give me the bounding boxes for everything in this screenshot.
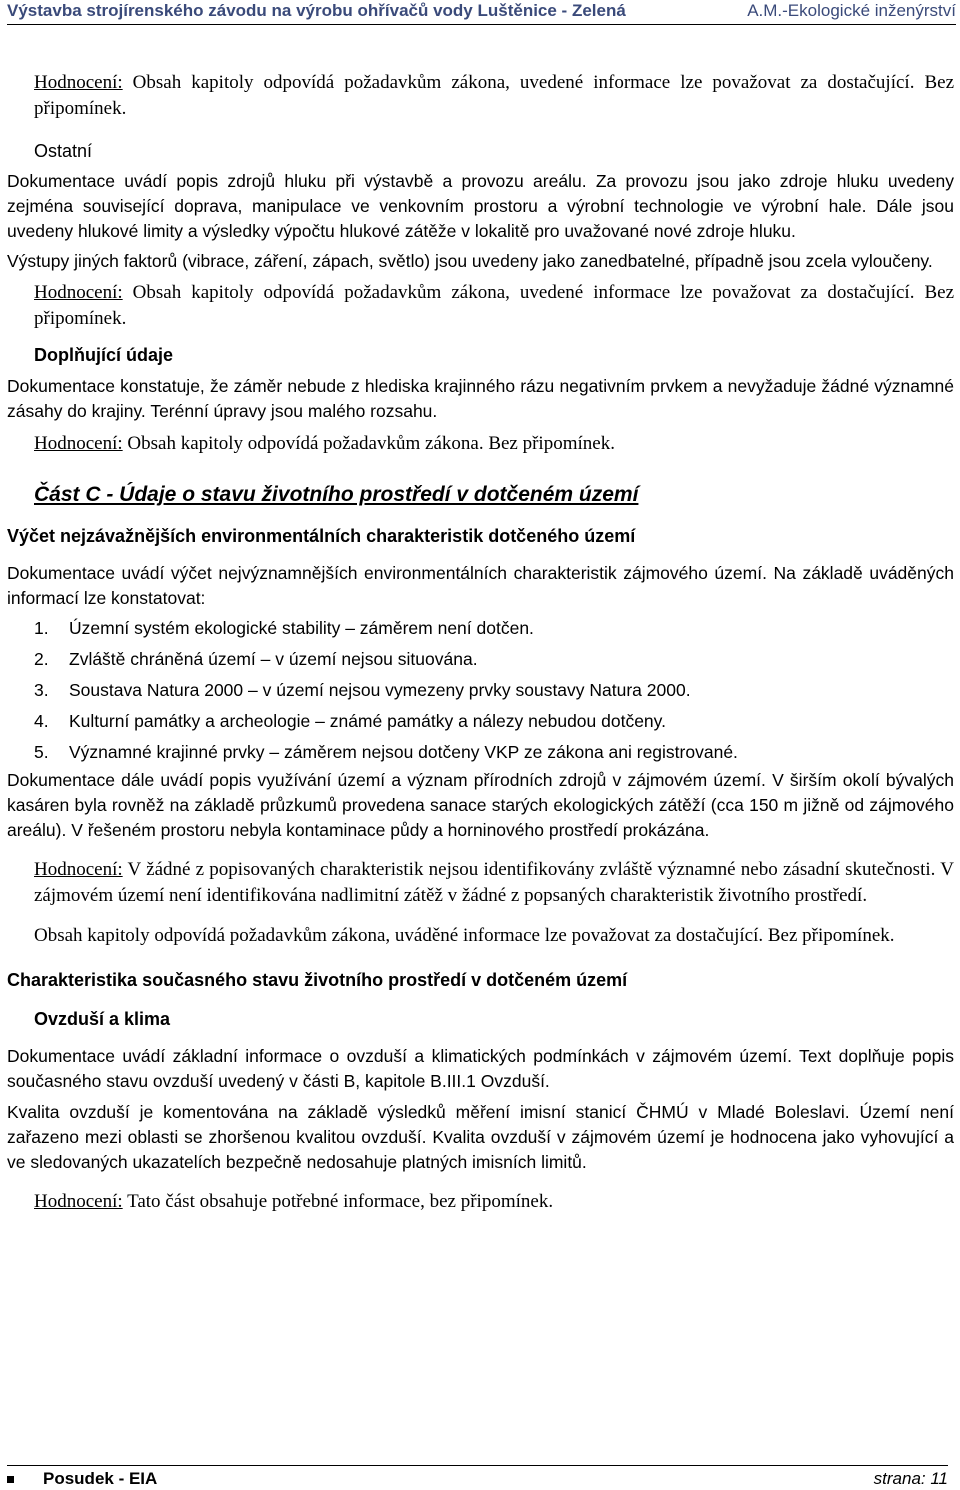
paragraph-intro: Dokumentace uvádí výčet nejvýznamnějších environmentálních charakteristik zájmového území. Na základě uváděných informací lze konstatovat: [7, 563, 954, 608]
paragraph-other-factors: Výstupy jiných faktorů (vibrace, záření, zápach, světlo) jsou uvedeny jako zanedbatelné, případně jsou zcela vyloučeny. [7, 251, 933, 271]
paragraph-air-info: Dokumentace uvádí základní informace o ovzduší a klimatických podmínkách v zájmovém území. Text doplňuje popis současného stavu ovzduší uvedený v části B, kapitole B.III.1 Ovzduší. [7, 1046, 954, 1091]
subheading-environmental-list: Výčet nejzávažnějších environmentálních charakteristik dotčeného území [7, 526, 636, 546]
list-item [7, 644, 954, 675]
footer-document-name: Posudek - EIA [43, 1469, 158, 1488]
paragraph-landscape: Dokumentace konstatuje, že záměr nebude z hlediska krajinného rázu negativním prvkem a nevyžaduje žádné významné zásahy do krajiny. Terénní úpravy jsou malého rozsahu. [7, 376, 954, 421]
list-item-text: Územní systém ekologické stability – záměrem není dotčen. [69, 618, 534, 638]
list-item [7, 613, 954, 644]
evaluation-text: Obsah kapitoly odpovídá požadavkům zákona. Bez připomínek. [122, 433, 615, 454]
page-header [7, 0, 956, 25]
evaluation-text: Obsah kapitoly odpovídá požadavkům zákona, uvedené informace lze považovat za dostačující. Bez připomínek. [34, 72, 954, 119]
page-footer [7, 1465, 948, 1490]
evaluation-paragraph [7, 70, 954, 122]
list-item [7, 737, 954, 768]
evaluation-label: Hodnocení: [34, 1191, 123, 1212]
section-heading-doplnujici: Doplňující údaje [34, 345, 174, 365]
subheading-current-state: Charakteristika současného stavu životního prostředí v dotčeném území [7, 970, 628, 990]
evaluation-conclusion: Obsah kapitoly odpovídá požadavkům zákona, uváděné informace lze považovat za dostačující. Bez připomínek. [34, 925, 895, 946]
list-item-number: 2. [34, 649, 49, 669]
list-item-number: 3. [34, 680, 49, 700]
evaluation-label: Hodnocení: [34, 859, 123, 880]
list-item [7, 675, 954, 706]
list-item-number: 5. [34, 742, 49, 762]
evaluation-label: Hodnocení: [34, 282, 123, 303]
list-item [7, 706, 954, 737]
subheading-air-climate: Ovzduší a klima [34, 1009, 171, 1029]
header-author: A.M.-Ekologické inženýrství [747, 1, 956, 20]
evaluation-paragraph [7, 280, 954, 332]
list-item-number: 1. [34, 618, 49, 638]
list-item-text: Významné krajinné prvky – záměrem nejsou dotčeny VKP ze zákona ani registrované. [69, 742, 738, 762]
list-item-text: Zvláště chráněná území – v území nejsou situována. [69, 649, 478, 669]
section-title-part-c: Část C - Údaje o stavu životního prostředí v dotčeném území [34, 483, 639, 506]
page-number: strana: 11 [873, 1469, 948, 1488]
paragraph-air-quality: Kvalita ovzduší je komentována na základě výsledků měření imisní stanicí ČHMÚ v Mladé Boleslavi. Území není zařazeno mezi oblasti se zhoršenou kvalitou ovzduší. Kvalita ovzduší v zájmovém území je hodnocena jako vyhovující a ve sledovaných ukazatelích bezpečně nedosahuje platných imisních limitů. [7, 1102, 954, 1172]
bullet-icon [7, 1476, 14, 1483]
characteristics-list [7, 613, 954, 768]
list-item-text: Soustava Natura 2000 – v území nejsou vymezeny prvky soustavy Natura 2000. [69, 680, 691, 700]
list-item-text: Kulturní památky a archeologie – známé památky a nálezy nebudou dotčeny. [69, 711, 666, 731]
evaluation-text: Obsah kapitoly odpovídá požadavkům zákona, uvedené informace lze považovat za dostačující. Bez připomínek. [34, 282, 954, 329]
paragraph-land-use: Dokumentace dále uvádí popis využívání území a význam přírodních zdrojů v zájmovém území. V širším okolí bývalých kasáren byla rovněž na základě průzkumů provedena sanace starých ekologických zátěží (cca 150 m jižně od zájmového areálu). V řešeném prostoru nebyla kontaminace půdy a horninového prostředí prokázána. [7, 770, 954, 840]
page-content [7, 70, 954, 1215]
evaluation-paragraph [7, 431, 954, 457]
evaluation-text: Tato část obsahuje potřebné informace, bez připomínek. [122, 1191, 554, 1212]
evaluation-paragraph [7, 857, 954, 909]
evaluation-text: V žádné z popisovaných charakteristik nejsou identifikovány zvláště významné nebo zásadní skutečnosti. V zájmovém území není identifikována nadlimitní zátěž v žádné z popsaných charakteristik životního prostředí. [34, 859, 954, 906]
evaluation-label: Hodnocení: [34, 433, 123, 454]
header-title: Výstavba strojírenského závodu na výrobu ohřívačů vody Luštěnice - Zelená [7, 1, 626, 20]
evaluation-paragraph [7, 1189, 954, 1215]
section-heading-ostatni: Ostatní [34, 141, 93, 161]
paragraph-noise-sources: Dokumentace uvádí popis zdrojů hluku při výstavbě a provozu areálu. Za provozu jsou jako zdroje hluku uvedeny zejména související doprava, manipulace ve venkovním prostoru a výrobní technologie ve výrobní hale. Dále jsou uvedeny hlukové limity a výsledky výpočtu hlukové zátěže v lokalitě pro uvažované nové zdroje hluku. [7, 171, 954, 241]
evaluation-label: Hodnocení: [34, 72, 123, 93]
list-item-number: 4. [34, 711, 49, 731]
